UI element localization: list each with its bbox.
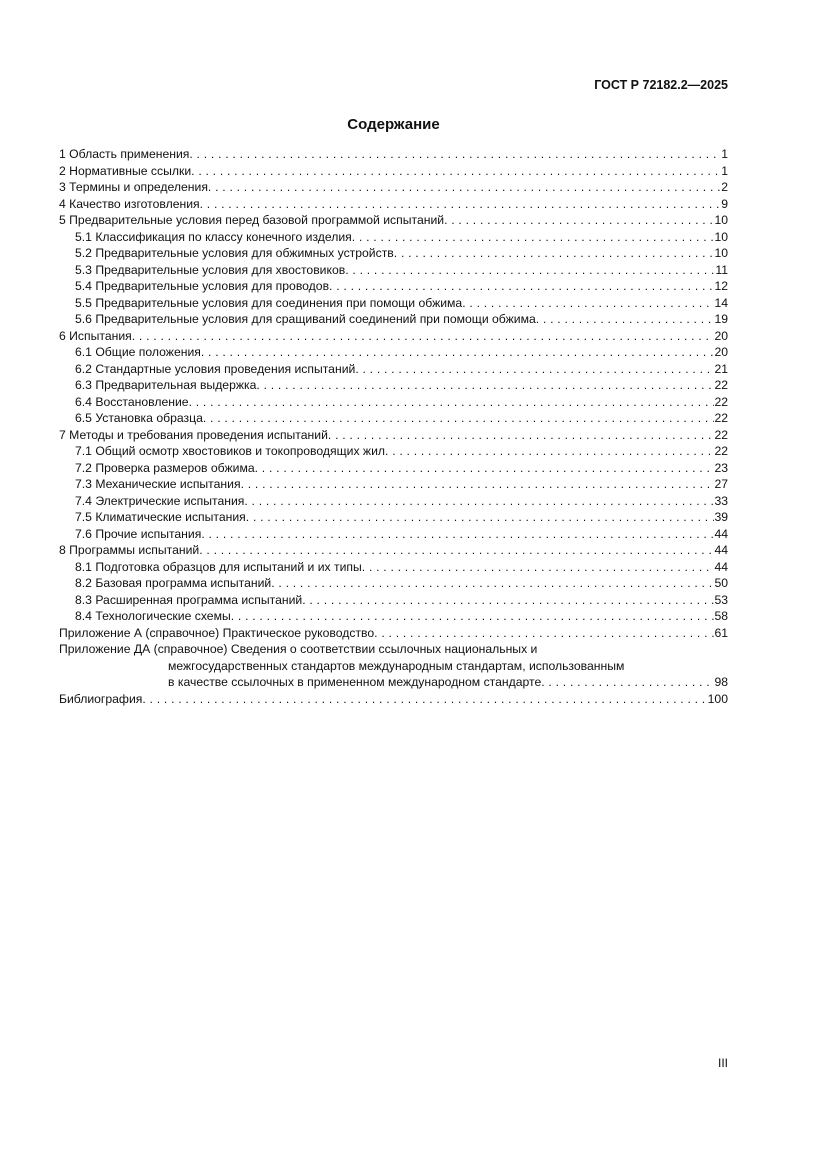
toc-leader-dots: [444, 212, 714, 229]
toc-entry-text: 1 Область применения: [59, 147, 190, 161]
toc-leader-dots: [201, 344, 715, 361]
toc-entry-page: 44: [714, 526, 728, 541]
toc-entry-page: 61: [714, 625, 728, 640]
toc-entry-text: 8.4 Технологические схемы: [75, 609, 231, 623]
toc-leader-dots: [302, 592, 714, 609]
toc-leader-dots: [255, 460, 715, 477]
toc-entry-text: 5.5 Предварительные условия для соединения при помощи обжима: [75, 295, 463, 310]
toc-entry-page: 2: [721, 180, 728, 194]
toc-entry-page: 100: [707, 691, 728, 706]
toc-entry[interactable]: [59, 443, 728, 460]
toc-entry[interactable]: [59, 460, 728, 477]
toc-entry-text: межгосударственных стандартов международным стандартам, использованным: [168, 658, 625, 673]
toc-entry-page: 22: [714, 394, 728, 409]
toc-entry-text: 8 Программы испытаний: [59, 543, 200, 557]
toc-leader-dots: [345, 262, 715, 279]
toc-entry[interactable]: [59, 592, 728, 609]
toc-leader-dots: [191, 163, 721, 180]
toc-entry-page: 9: [721, 196, 728, 211]
toc-entry[interactable]: [59, 344, 728, 361]
toc-entry-bibliography[interactable]: [59, 691, 728, 708]
toc-entry-text: 7.3 Механические испытания: [75, 477, 241, 491]
toc-entry-page: 98: [714, 675, 728, 689]
toc-entry[interactable]: [59, 163, 728, 180]
toc-leader-dots: [394, 245, 715, 262]
toc-entry[interactable]: [59, 575, 728, 592]
toc-entry-text: 7.6 Прочие испытания: [75, 526, 202, 541]
toc-entry-text: 3 Термины и определения: [59, 180, 208, 194]
toc-entry-appendix-da[interactable]: [59, 641, 728, 691]
toc-entry[interactable]: [59, 410, 728, 427]
toc-entry[interactable]: [59, 526, 728, 543]
toc-entry-page: 20: [714, 328, 728, 343]
toc-leader-dots: [256, 377, 714, 394]
toc-leader-dots: [329, 278, 714, 295]
toc-entry[interactable]: [59, 245, 728, 262]
toc-entry[interactable]: [59, 493, 728, 510]
toc-leader-dots: [541, 674, 714, 691]
toc-entry-text: 4 Качество изготовления: [59, 196, 200, 211]
toc-leader-dots: [244, 493, 714, 510]
toc-entry-text: 8.2 Базовая программа испытаний: [75, 576, 272, 590]
toc-entry-text: 6.1 Общие положения: [75, 345, 201, 359]
toc-leader-dots: [199, 542, 714, 559]
toc-entry-text: Приложение ДА (справочное) Сведения о соответствии ссылочных национальных и: [59, 642, 538, 656]
toc-entry-page: 44: [714, 559, 728, 574]
page-number: III: [717, 1056, 728, 1070]
toc-entry[interactable]: [59, 196, 728, 213]
toc-entry[interactable]: [59, 212, 728, 229]
toc-entry-text: 8.1 Подготовка образцов для испытаний и их типы: [75, 559, 362, 574]
toc-leader-dots: [189, 394, 715, 411]
toc-entry-text: в качестве ссылочных в примененном международном стандарте: [168, 675, 542, 689]
toc-entry[interactable]: [59, 262, 728, 279]
toc-leader-dots: [231, 608, 715, 625]
toc-entry-text: 6.3 Предварительная выдержка: [75, 378, 257, 392]
toc-entry-text: 7.1 Общий осмотр хвостовиков и токопроводящих жил: [75, 444, 386, 458]
toc-leader-dots: [328, 427, 715, 444]
toc-entry-page: 1: [721, 147, 728, 161]
toc-entry-text: 5.4 Предварительные условия для проводов: [75, 279, 330, 293]
toc-entry-page: 21: [714, 361, 728, 376]
toc-entry-page: 12: [714, 279, 728, 293]
toc-entry[interactable]: [59, 608, 728, 625]
toc-entry[interactable]: [59, 361, 728, 378]
toc-entry[interactable]: [59, 559, 728, 576]
toc-leader-dots: [201, 526, 714, 543]
toc-entry-page: 27: [714, 477, 728, 491]
toc-entry-text: 7.5 Климатические испытания: [75, 510, 246, 524]
toc-entry-text: Приложение А (справочное) Практическое руководство: [59, 625, 375, 640]
toc-entry[interactable]: [59, 427, 728, 444]
toc-leader-dots: [241, 476, 715, 493]
toc-entry-page: 44: [714, 543, 728, 557]
toc-entry-text: 7.4 Электрические испытания: [75, 493, 245, 508]
toc-entry-page: 22: [714, 411, 728, 425]
toc-entry-text: 6.5 Установка образца: [75, 411, 203, 425]
toc-entry-text: 5.6 Предварительные условия для сращиваний соединений при помощи обжима: [75, 312, 536, 326]
toc-leader-dots: [462, 295, 714, 312]
toc-entry[interactable]: [59, 229, 728, 246]
toc-entry-page: 50: [714, 576, 728, 590]
toc-entry[interactable]: [59, 295, 728, 312]
toc-leader-dots: [246, 509, 715, 526]
toc-leader-dots: [142, 691, 707, 708]
toc-entry-page: 10: [714, 213, 728, 227]
toc-entry-text: 8.3 Расширенная программа испытаний: [75, 592, 303, 607]
toc-entry-text: 7.2 Проверка размеров обжима: [75, 460, 255, 475]
toc-entry-text: 5.1 Классификация по классу конечного изделия: [75, 229, 352, 244]
toc-entry-text: 6 Испытания: [59, 328, 132, 343]
toc-entry[interactable]: [59, 509, 728, 526]
toc-leader-dots: [352, 229, 715, 246]
toc-leader-dots: [362, 559, 715, 576]
toc-entry-page: 1: [721, 163, 728, 178]
toc-entry[interactable]: [59, 625, 728, 642]
toc-entry-page: 14: [714, 295, 728, 310]
toc-entry-page: 10: [714, 246, 728, 260]
toc-entry-text: Библиография: [59, 691, 143, 706]
toc-entry[interactable]: [59, 311, 728, 328]
toc-entry-text: 7 Методы и требования проведения испытаний: [59, 427, 328, 442]
toc-entry[interactable]: [59, 394, 728, 411]
toc-leader-dots: [536, 311, 715, 328]
toc-entry-page: 22: [714, 378, 728, 392]
toc-entry-page: 19: [714, 312, 728, 326]
toc-entry-text: 6.2 Стандартные условия проведения испытаний: [75, 361, 356, 376]
toc-entry[interactable]: [59, 377, 728, 394]
toc-leader-dots: [271, 575, 714, 592]
toc-entry-page: 22: [714, 444, 728, 458]
toc-entry-text: 5 Предварительные условия перед базовой программой испытаний: [59, 213, 445, 227]
toc-entry-page: 10: [714, 229, 728, 244]
toc-entry[interactable]: [59, 476, 728, 493]
toc-leader-dots: [200, 196, 722, 213]
toc-entry-text: 5.2 Предварительные условия для обжимных устройств: [75, 246, 394, 260]
toc-leader-dots: [208, 179, 721, 196]
toc-entry-text: 2 Нормативные ссылки: [59, 163, 192, 178]
document-code: ГОСТ Р 72182.2—2025: [594, 78, 728, 92]
toc-leader-dots: [203, 410, 715, 427]
toc-leader-dots: [189, 146, 721, 163]
toc-entry[interactable]: [59, 328, 728, 345]
toc-entry-page: 39: [714, 510, 728, 524]
toc-entry[interactable]: [59, 542, 728, 559]
toc-leader-dots: [355, 361, 714, 378]
toc-leader-dots: [132, 328, 715, 345]
toc-entry[interactable]: [59, 179, 728, 196]
toc-entry-page: 11: [715, 262, 728, 277]
toc-entry-page: 33: [714, 493, 728, 508]
toc-entries: [59, 146, 728, 641]
toc-leader-dots: [374, 625, 714, 642]
toc-entry-page: 20: [714, 345, 728, 359]
toc-entry[interactable]: [59, 278, 728, 295]
table-of-contents: [59, 146, 728, 707]
toc-entry-page: 53: [714, 592, 728, 607]
toc-entry-page: 22: [714, 427, 728, 442]
toc-entry-page: 23: [714, 460, 728, 475]
toc-entry-page: 58: [714, 609, 728, 623]
toc-title: Содержание: [347, 116, 440, 133]
toc-entry-text: 6.4 Восстановление: [75, 394, 189, 409]
toc-entry-text: 5.3 Предварительные условия для хвостовиков: [75, 262, 346, 277]
toc-leader-dots: [385, 443, 714, 460]
toc-entry[interactable]: [59, 146, 728, 163]
